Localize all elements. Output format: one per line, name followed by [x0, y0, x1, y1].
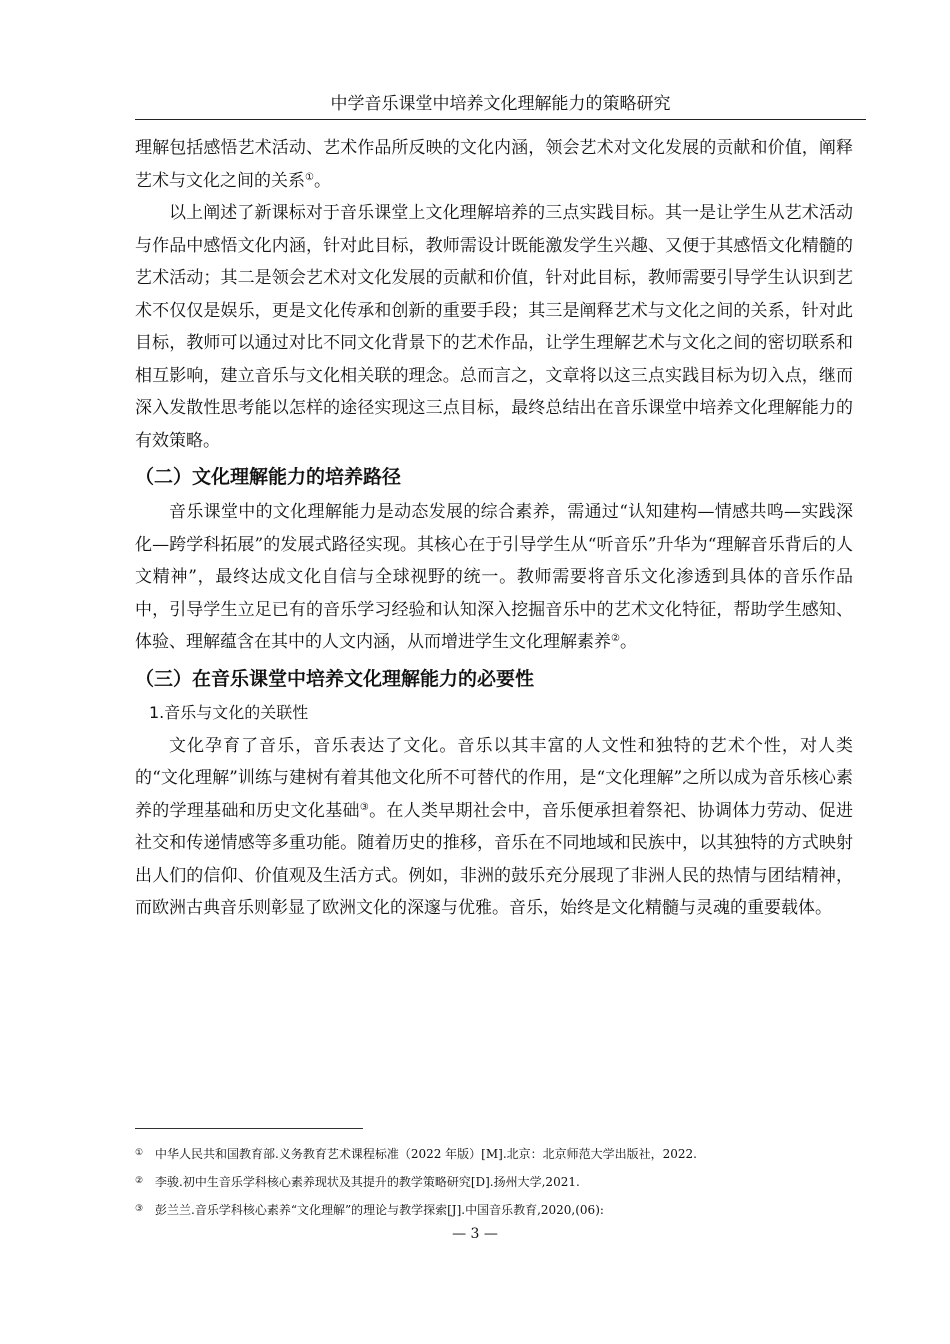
paragraph-2: 以上阐述了新课标对于音乐课堂上文化理解培养的三点实践目标。其一是让学生从艺术活动与作品中感悟文化内涵，针对此目标，教师需设计既能激发学生兴趣、又便于其感悟文化精髓的艺术活动；其二是领会艺术对文化发展的贡献和价值，针对此目标，教师需要引导学生认识到艺术不仅仅是娱乐，更是文化传承和创新的重要手段；其三是阐释艺术与文化之间的关系，针对此目标，教师可以通过对比不同文化背景下的艺术作品，让学生理解艺术与文化之间的密切联系和相互影响，建立音乐与文化相关联的理念。总而言之，文章将以这三点实践目标为切入点，继而深入发散性思考能以怎样的途径实现这三点目标，最终总结出在音乐课堂中培养文化理解能力的有效策略。: [135, 203, 853, 451]
paragraph-3: [135, 496, 853, 659]
paragraph-3-end: 。: [619, 632, 637, 652]
footnote-1: [135, 1140, 853, 1168]
footnote-divider: [135, 1128, 363, 1129]
footnote-ref-1[interactable]: ①: [305, 171, 314, 183]
section-heading-2: （二）文化理解能力的培养路径: [135, 466, 402, 488]
paragraph-1: [135, 132, 853, 197]
paragraph-4-text-b: 。在人类早期社会中，音乐便承担着祭祀、协调体力劳动、促进社交和传递情感等多重功能。随着历史的推移，音乐在不同地域和民族中，以其独特的方式映射出人们的信仰、价值观及生活方式。例如，非洲的鼓乐充分展现了非洲人民的热情与团结精神，而欧洲古典音乐则彰显了欧洲文化的深邃与优雅。音乐，始终是文化精髓与灵魂的重要载体。: [135, 800, 854, 918]
footnote-3-mark: ③: [135, 1204, 144, 1214]
footnote-3-text: 彭兰兰.音乐学科核心素养“文化理解”的理论与教学探索[J].中国音乐教育,2020,(06):: [155, 1203, 604, 1217]
paragraph-1-end: 。: [313, 170, 331, 191]
footnote-3: [135, 1196, 853, 1224]
paragraph-4: [135, 730, 853, 925]
footnote-1-mark: ①: [135, 1148, 144, 1158]
page-number: — 3 —: [452, 1226, 498, 1242]
footnote-1-text: 中华人民共和国教育部.义务教育艺术课程标准（2022 年版）[M].北京：北京师范大学出版社，2022.: [155, 1147, 697, 1161]
footnote-2-mark: ②: [135, 1176, 144, 1186]
footnote-ref-3[interactable]: ③: [359, 801, 370, 813]
paragraph-3-text: 音乐课堂中的文化理解能力是动态发展的综合素养，需通过“认知建构—情感共鸣—实践深化—跨学科拓展”的发展式路径实现。其核心在于引导学生从“听音乐”升华为“理解音乐背后的人文精神”，最终达成文化自信与全球视野的统一。教师需要将音乐文化渗透到具体的音乐作品中，引导学生立足已有的音乐学习经验和认知深入挖掘音乐中的艺术文化特征，帮助学生感知、体验、理解蕴含在其中的人文内涵，从而增进学生文化理解素养: [135, 502, 853, 652]
section-heading-3: （三）在音乐课堂中培养文化理解能力的必要性: [135, 667, 535, 690]
footnotes: [135, 1140, 853, 1224]
subsection-heading-1: 1.音乐与文化的关联性: [149, 702, 309, 722]
footnote-2: [135, 1168, 853, 1196]
paragraph-4-text-a: 文化孕育了音乐，音乐表达了文化。音乐以其丰富的人文性和独特的艺术个性，对人类的“文化理解”训练与建树有着其他文化所不可替代的作用，是“文化理解”之所以成为音乐核心素养的学理基础和历史文化基础: [135, 735, 853, 821]
footnote-2-text: 李骏.初中生音乐学科核心素养现状及其提升的教学策略研究[D].扬州大学,2021.: [155, 1175, 580, 1189]
body-text: [135, 132, 853, 925]
footnote-ref-2[interactable]: ②: [611, 633, 620, 644]
paragraph-1-text: 理解包括感悟艺术活动、艺术作品所反映的文化内涵，领会艺术对文化发展的贡献和价值，阐释艺术与文化之间的关系: [135, 138, 853, 191]
running-header: 中学音乐课堂中培养文化理解能力的策略研究: [135, 93, 866, 120]
